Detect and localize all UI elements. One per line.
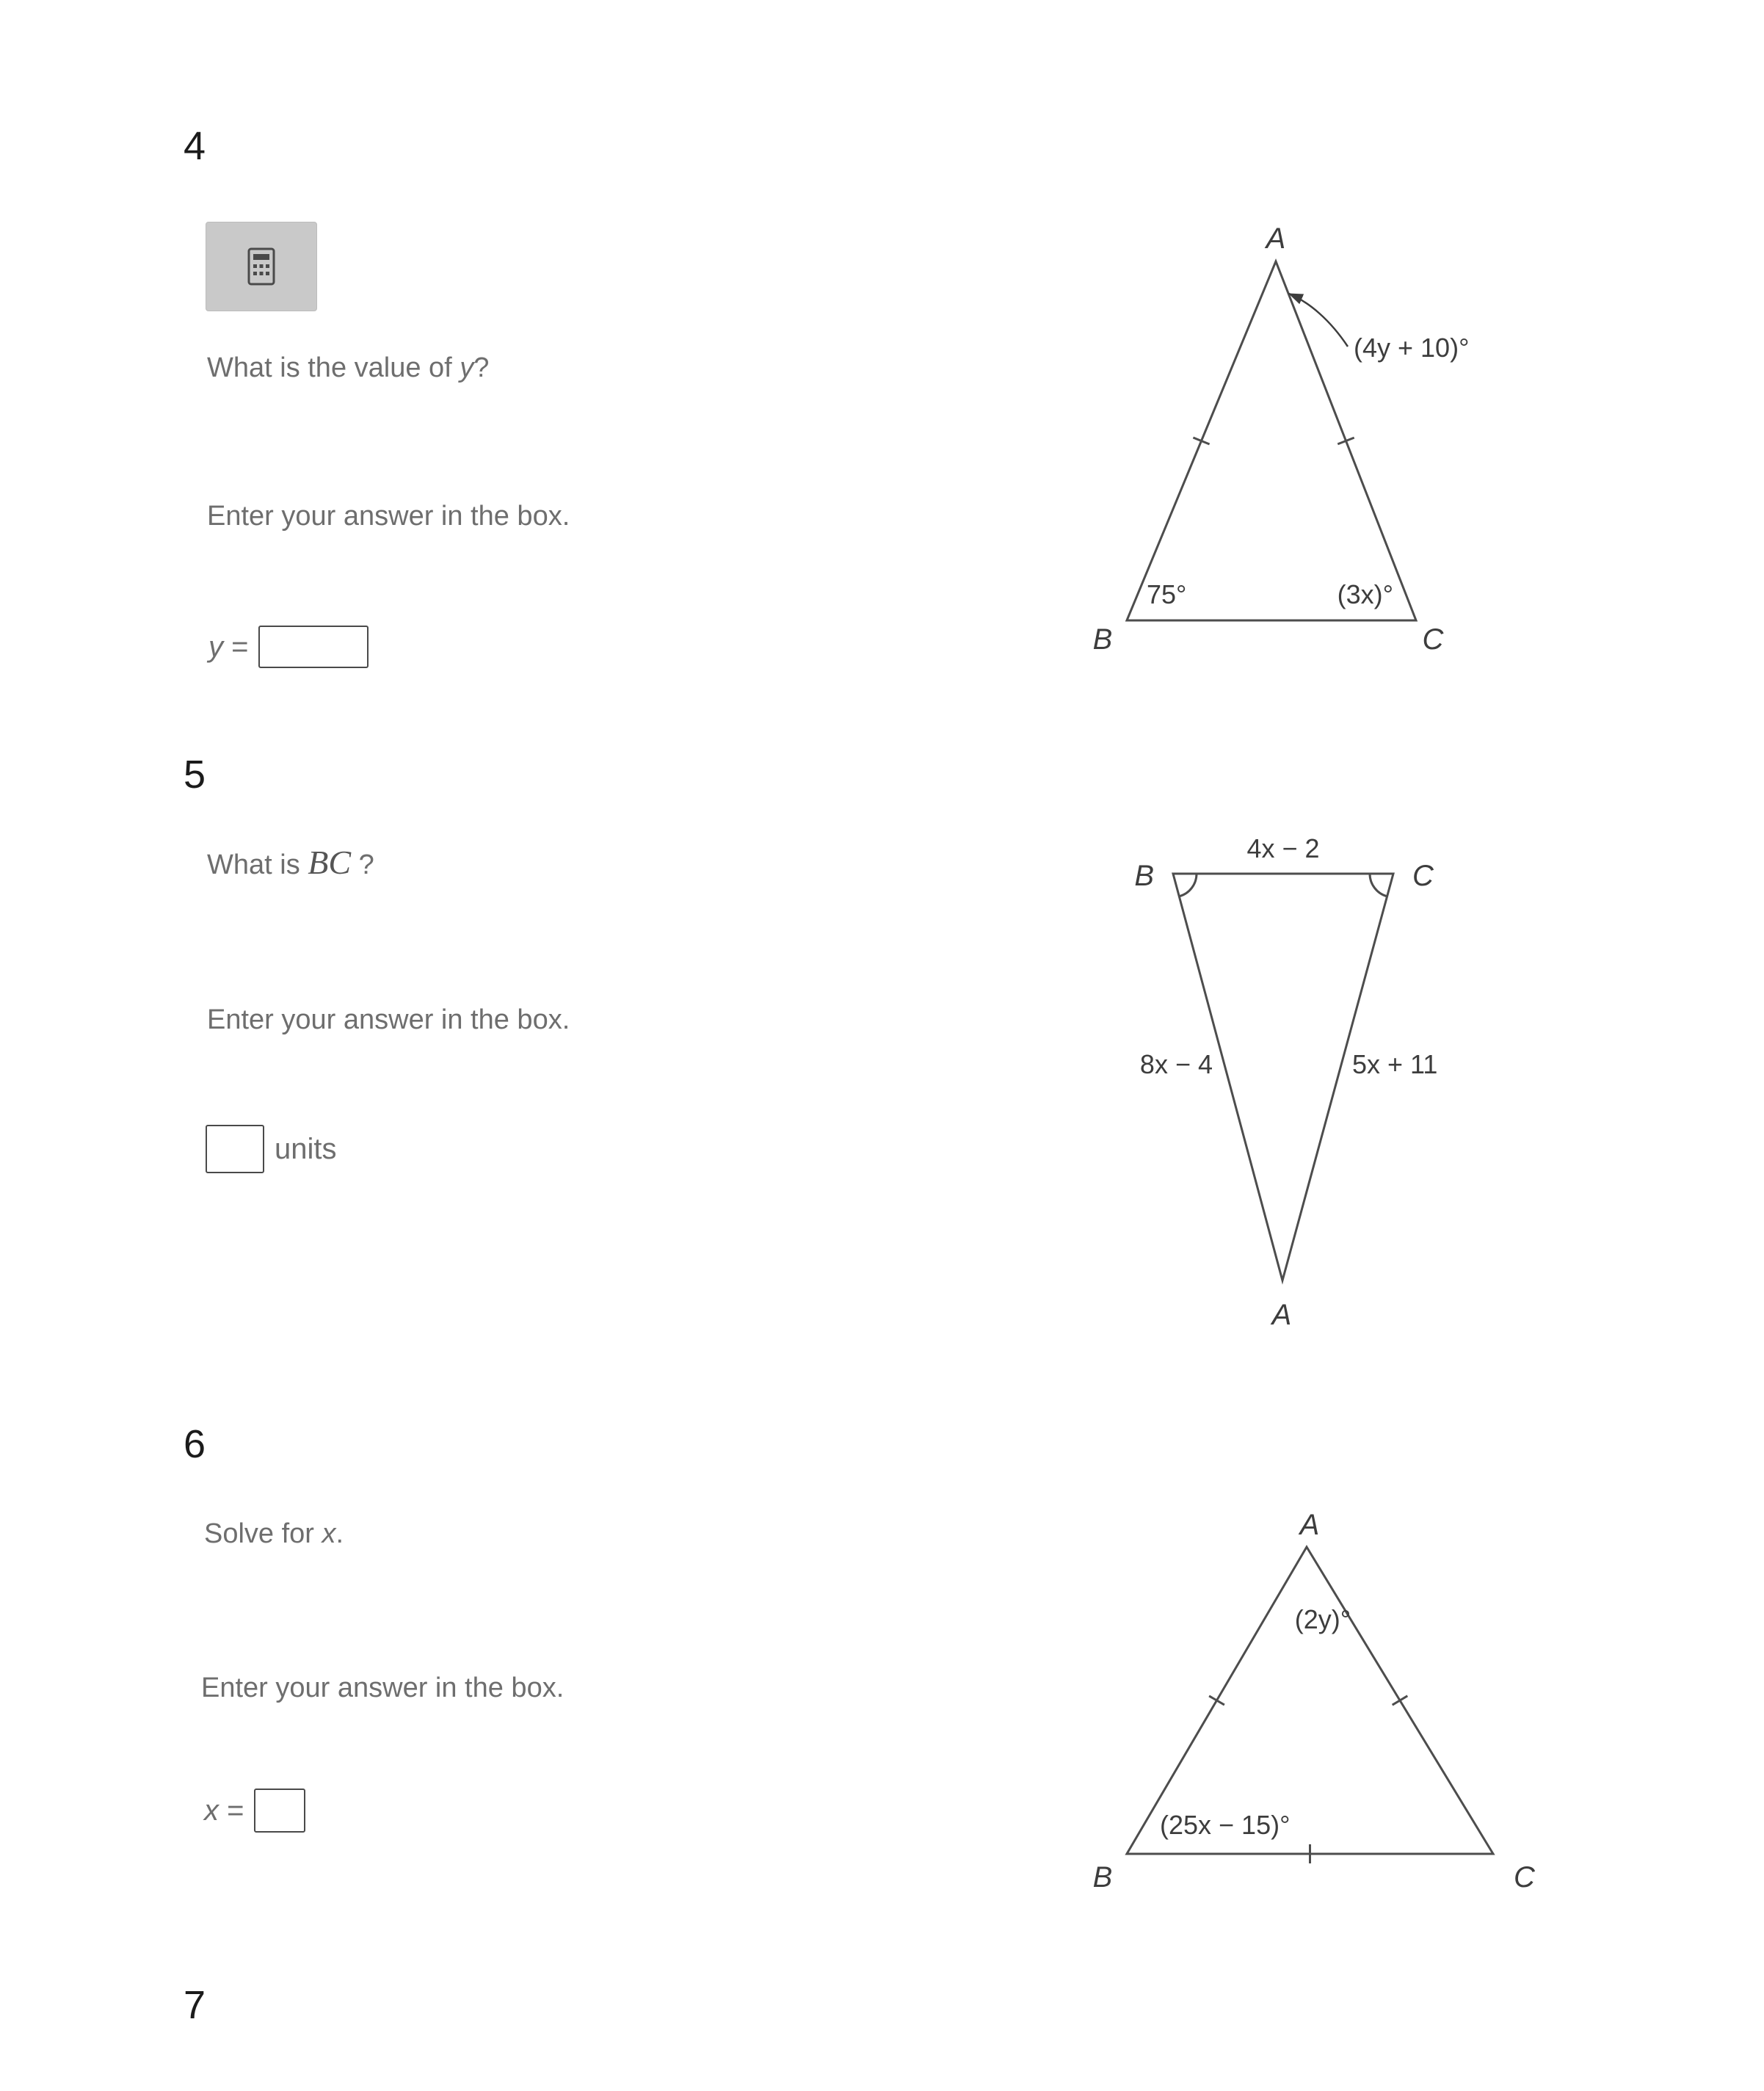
- question-5-diagram: [1057, 815, 1512, 1373]
- answer-variable: x: [204, 1794, 219, 1827]
- question-4-diagram: [1057, 220, 1498, 675]
- question-6-prompt: [204, 1518, 344, 1550]
- prompt-text: .: [335, 1518, 344, 1549]
- answer-label: [204, 1794, 244, 1827]
- top-side-label: 4x − 2: [1246, 833, 1320, 863]
- prompt-text: What is the value of: [207, 352, 460, 383]
- right-side-label: 5x + 11: [1352, 1049, 1438, 1079]
- apex-angle-label: (2y)°: [1294, 1604, 1351, 1634]
- vertex-label-a: A: [1299, 1509, 1320, 1541]
- vertex-label-a: A: [1266, 222, 1286, 255]
- answer-variable: y: [208, 630, 223, 663]
- angle-arc-c: [1370, 874, 1387, 896]
- question-5-prompt: [207, 843, 374, 882]
- left-side-label: 8x − 4: [1139, 1049, 1213, 1079]
- question-4-prompt: [207, 352, 489, 384]
- vertex-label-b: B: [1134, 860, 1154, 892]
- prompt-variable: BC: [308, 844, 352, 881]
- vertex-label-c: C: [1422, 623, 1444, 656]
- vertex-label-a: A: [1271, 1299, 1292, 1331]
- prompt-text: What is: [207, 849, 308, 880]
- angle-arc-b: [1179, 874, 1197, 896]
- question-5-answer-row: [206, 1125, 337, 1173]
- vertex-label-b: B: [1092, 1861, 1113, 1894]
- equals-sign: =: [227, 1794, 244, 1827]
- vertex-label-c: C: [1412, 860, 1434, 892]
- question-6-diagram: [1057, 1505, 1556, 1931]
- prompt-text: Solve for: [204, 1518, 322, 1549]
- prompt-text: ?: [473, 352, 490, 383]
- question-5-number: 5: [184, 753, 206, 797]
- left-angle-label: (25x − 15)°: [1160, 1810, 1291, 1840]
- calculator-button[interactable]: [206, 222, 317, 311]
- question-6-answer-input[interactable]: [254, 1789, 305, 1833]
- vertex-label-c: C: [1514, 1861, 1535, 1894]
- vertex-label-b: B: [1092, 623, 1113, 656]
- question-6-answer-row: [204, 1789, 305, 1833]
- calculator-icon: [247, 247, 276, 286]
- apex-angle-label: (4y + 10)°: [1354, 333, 1470, 363]
- answer-label: [208, 631, 248, 664]
- prompt-variable: x: [322, 1518, 336, 1549]
- prompt-text: ?: [351, 849, 374, 880]
- question-5-instruction: Enter your answer in the box.: [207, 1004, 570, 1035]
- prompt-variable: y: [460, 352, 474, 383]
- question-5-answer-input[interactable]: [206, 1125, 264, 1173]
- question-7-number: 7: [184, 1983, 206, 2027]
- question-4-answer-input[interactable]: [258, 626, 369, 668]
- left-angle-label: 75°: [1147, 579, 1187, 609]
- triangle-outline: [1127, 261, 1416, 620]
- question-6-number: 6: [184, 1422, 206, 1466]
- question-4-number: 4: [184, 124, 206, 168]
- question-4-instruction: Enter your answer in the box.: [207, 501, 570, 532]
- right-angle-label: (3x)°: [1337, 579, 1393, 609]
- question-6-instruction: Enter your answer in the box.: [201, 1673, 565, 1703]
- units-label: units: [275, 1132, 337, 1165]
- question-4-answer-row: [208, 626, 369, 668]
- equals-sign: =: [231, 630, 249, 663]
